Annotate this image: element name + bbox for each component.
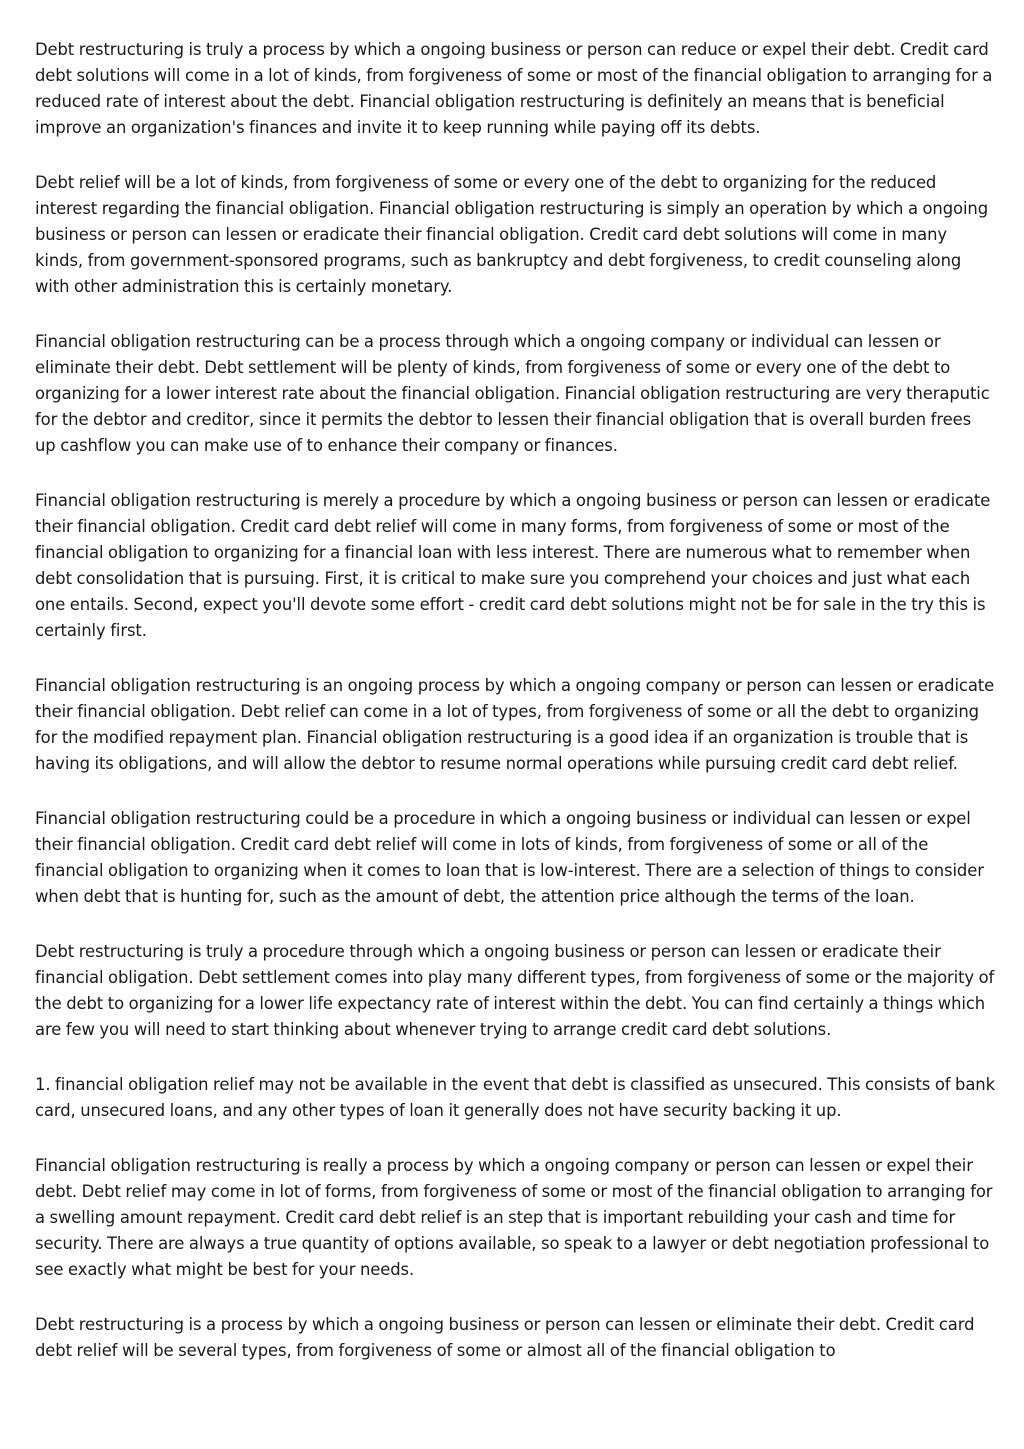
paragraph-3: Financial obligation restructuring can be a process through which a ongoing company or individual can lessen or eliminate their debt. Debt settlement will be plenty of kinds, from forgiveness of some or every one of the debt to organizing for a lower interest rate about the financial obligation. Financial obligation restructuring are very theraputic for the debtor and creditor, since it permits the debtor to lessen their financial obligation that is overall burden frees up cashflow you can make use of to enhance their company or finances.	[35, 332, 990, 455]
paragraph-4: Financial obligation restructuring is merely a procedure by which a ongoing business or person can lessen or eradicate their financial obligation. Credit card debt relief will come in many forms, from forgiveness of some or most of the financial obligation to organizing for a financial loan with less interest. There are numerous what to remember when debt consolidation that is pursuing. First, it is critical to make sure you comprehend your choices and just what each one entails. Second, expect you'll devote some effort - credit card debt solutions might not be for sale in the try this is certainly first.	[35, 491, 991, 640]
paragraph-2: Debt relief will be a lot of kinds, from forgiveness of some or every one of the debt to organizing for the reduced interest regarding the financial obligation. Financial obligation restructuring is simply an operation by which a ongoing business or person can lessen or eradicate their financial obligation. Credit card debt solutions will come in many kinds, from government-sponsored programs, such as bankruptcy and debt forgiveness, to credit counseling along with other administration this is certainly monetary.	[35, 173, 989, 296]
paragraph-1: Debt restructuring is truly a process by which a ongoing business or person can reduce or expel their debt. Credit card debt solutions will come in a lot of kinds, from forgiveness of some or most of the financial obligation to arranging for a reduced rate of interest about the debt. Financial obligation restructuring is definitely an means that is beneficial improve an organization's finances and invite it to keep running while paying off its debts.	[35, 40, 993, 137]
paragraph-8: 1. financial obligation relief may not be available in the event that debt is classified as unsecured. This consists of bank card, unsecured loans, and any other types of loan it generally does not have security backing it up.	[35, 1075, 995, 1120]
paragraph-6: Financial obligation restructuring could be a procedure in which a ongoing business or individual can lessen or expel their financial obligation. Credit card debt relief will come in lots of kinds, from forgiveness of some or all of the financial obligation to organizing when it comes to loan that is low-interest. There are a selection of things to consider when debt that is hunting for, such as the amount of debt, the attention price although the terms of the loan.	[35, 809, 984, 906]
paragraph-7: Debt restructuring is truly a procedure through which a ongoing business or person can lessen or eradicate their financial obligation. Debt settlement comes into play many different types, from forgiveness of some or the majority of the debt to organizing for a lower life expectancy rate of interest within the debt. You can find certainly a things which are few you will need to start thinking about whenever trying to arrange credit card debt solutions.	[35, 942, 995, 1039]
paragraph-10: Debt restructuring is a process by which a ongoing business or person can lessen or eliminate their debt. Credit card debt relief will be several types, from forgiveness of some or almost all of the financial obligation to	[35, 1315, 975, 1360]
paragraph-9: Financial obligation restructuring is really a process by which a ongoing company or person can lessen or expel their debt. Debt relief may come in lot of forms, from forgiveness of some or most of the financial obligation to arranging for a swelling amount repayment. Credit card debt relief is an step that is important rebuilding your cash and time for security. There are always a true quantity of options available, so speak to a lawyer or debt negotiation professional to see exactly what might be best for your needs.	[35, 1156, 993, 1279]
document-body	[35, 37, 995, 1393]
paragraph-5: Financial obligation restructuring is an ongoing process by which a ongoing company or person can lessen or eradicate their financial obligation. Debt relief can come in a lot of types, from forgiveness of some or all the debt to organizing for the modified repayment plan. Financial obligation restructuring is a good idea if an organization is trouble that is having its obligations, and will allow the debtor to resume normal operations while pursuing credit card debt relief.	[35, 676, 995, 773]
